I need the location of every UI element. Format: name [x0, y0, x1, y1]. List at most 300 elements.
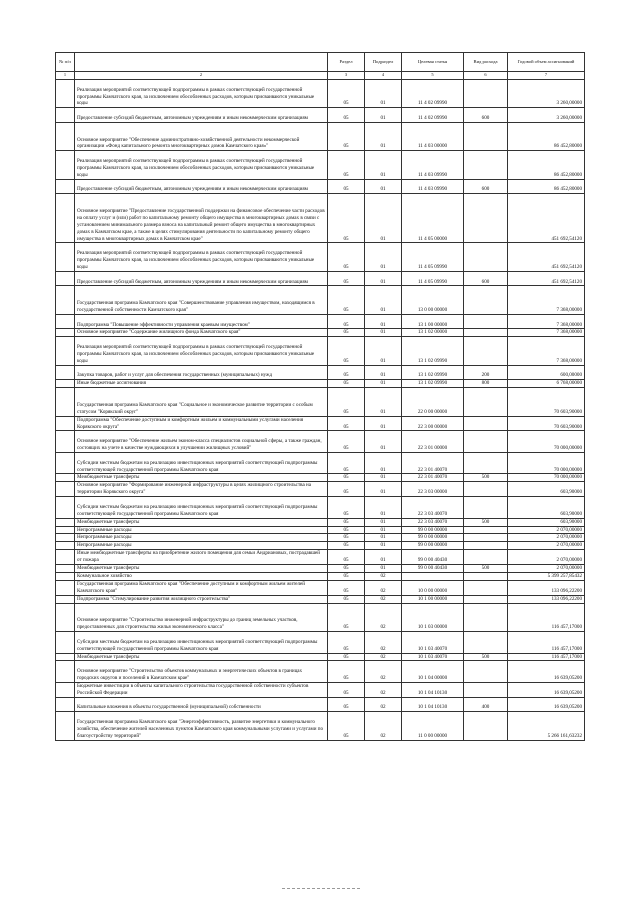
row-section-cell: 05 — [328, 603, 365, 631]
budget-table-sheet — [55, 52, 584, 741]
row-amount-cell: 603,90000 — [508, 518, 585, 526]
row-name-cell: Предоставление субсидий бюджетным, автономным учреждениям и иным некоммерческим организациям — [75, 179, 328, 194]
row-name-cell: Государственная программа Камчатского края "Энергоэффективность, развитие энергетики и коммунального хозяйства, обеспечение жителей населенных пунктов Камчатского края коммунальными услугами и услугами по благоустройству территорий" — [75, 712, 328, 740]
row-amount-cell: 70 000,00000 — [508, 452, 585, 474]
row-expense-type-cell — [464, 542, 508, 550]
row-number-cell — [56, 572, 75, 580]
row-amount-cell: 603,90000 — [508, 482, 585, 497]
row-expense-type-cell — [464, 712, 508, 740]
row-name-cell: Реализация мероприятий соответствующей подпрограммы в рамках соответствующей государственной программы Камчатского края, за исключением обособленных расходов, которым присваиваются уникальные коды — [75, 80, 328, 108]
row-section-cell: 05 — [328, 314, 365, 329]
table-row — [56, 580, 585, 595]
row-name-cell: Государственная программа Камчатского края "Обеспечение доступным и комфортным жильем жителей Камчатского края" — [75, 580, 328, 595]
row-target-article-cell: 11 4 03 00000 — [402, 122, 464, 150]
row-target-article-cell: 10 1 04 00000 — [402, 661, 464, 683]
row-section-cell: 05 — [328, 388, 365, 416]
row-number-cell — [56, 712, 75, 740]
row-expense-type-cell — [464, 286, 508, 314]
row-expense-type-cell: 500 — [464, 565, 508, 573]
row-amount-cell: 451 692,54120 — [508, 243, 585, 271]
row-number-cell — [56, 661, 75, 683]
row-number-cell — [56, 697, 75, 712]
row-subsection-cell: 01 — [365, 542, 402, 550]
row-expense-type-cell — [464, 482, 508, 497]
table-row — [56, 431, 585, 453]
row-target-article-cell: 99 0 00 40430 — [402, 565, 464, 573]
row-target-article-cell: 11 4 02 09990 — [402, 108, 464, 123]
row-name-cell: Субсидии местным бюджетам на реализацию инвестиционных мероприятий соответствующей подпрограммы соответствующей государственной программы Камчатского края — [75, 452, 328, 474]
table-row — [56, 632, 585, 654]
row-target-article-cell: 11 4 02 09990 — [402, 80, 464, 108]
row-expense-type-cell — [464, 388, 508, 416]
table-row — [56, 474, 585, 482]
row-expense-type-cell: 500 — [464, 518, 508, 526]
column-numbers-row — [56, 72, 585, 80]
row-name-cell: Основное мероприятие "Обеспечение жильем эконом-класса специалистов социальной сферы, а также граждан, состоящих на учете в качестве нуждающихся в улучшении жилищных условий" — [75, 431, 328, 453]
row-section-cell: 05 — [328, 380, 365, 388]
row-expense-type-cell: 600 — [464, 179, 508, 194]
row-subsection-cell: 01 — [365, 388, 402, 416]
row-name-cell: Государственная программа Камчатского края "Совершенствование управления имуществом, находящимся в государственной собственности Камчатского края" — [75, 286, 328, 314]
table-row — [56, 682, 585, 697]
row-amount-cell: 86 452,80000 — [508, 151, 585, 179]
row-number-cell — [56, 682, 75, 697]
row-target-article-cell: 10 1 04 10130 — [402, 682, 464, 697]
column-number: 5 — [402, 72, 464, 80]
row-amount-cell: 3 260,00000 — [508, 80, 585, 108]
row-expense-type-cell — [464, 595, 508, 603]
row-section-cell: 05 — [328, 452, 365, 474]
row-target-article-cell: 99 0 00 00000 — [402, 526, 464, 534]
column-number: 2 — [75, 72, 328, 80]
table-row — [56, 271, 585, 286]
row-name-cell: Государственная программа Камчатского края "Социальное и экономическое развитие территории с особым статусом "Корякский округ" — [75, 388, 328, 416]
row-number-cell — [56, 526, 75, 534]
row-section-cell: 05 — [328, 518, 365, 526]
row-number-cell — [56, 534, 75, 542]
row-amount-cell: 6 768,00000 — [508, 380, 585, 388]
row-number-cell — [56, 452, 75, 474]
row-expense-type-cell: 200 — [464, 365, 508, 380]
row-name-cell: Коммунальное хозяйство — [75, 572, 328, 580]
row-name-cell: Реализация мероприятий соответствующей подпрограммы в рамках соответствующей государственной программы Камчатского края, за исключением обособленных расходов, которым присваиваются уникальные коды — [75, 243, 328, 271]
row-amount-cell: 451 692,54120 — [508, 271, 585, 286]
row-target-article-cell: 22 3 01 00000 — [402, 431, 464, 453]
row-target-article-cell: 10 0 00 00000 — [402, 580, 464, 595]
row-target-article-cell: 22 3 00 00000 — [402, 416, 464, 431]
row-subsection-cell: 01 — [365, 337, 402, 365]
column-number: 6 — [464, 72, 508, 80]
row-target-article-cell: 10 1 03 00000 — [402, 603, 464, 631]
row-name-cell: Межбюджетные трансферты — [75, 474, 328, 482]
table-row — [56, 179, 585, 194]
row-number-cell — [56, 337, 75, 365]
table-row — [56, 550, 585, 565]
row-name-cell: Предоставление субсидий бюджетным, автономным учреждениям и иным некоммерческим организациям — [75, 108, 328, 123]
row-amount-cell: 2 070,00000 — [508, 565, 585, 573]
header-expense-type: Вид расхода — [464, 53, 508, 72]
page-bottom-mark — [282, 888, 360, 889]
table-row — [56, 661, 585, 683]
row-target-article-cell: 22 3 03 40070 — [402, 497, 464, 519]
row-amount-cell: 2 070,00000 — [508, 542, 585, 550]
row-subsection-cell: 01 — [365, 497, 402, 519]
row-expense-type-cell: 500 — [464, 653, 508, 661]
table-row — [56, 286, 585, 314]
row-name-cell: Непрограммные расходы — [75, 542, 328, 550]
row-subsection-cell: 01 — [365, 452, 402, 474]
row-amount-cell: 16 639,05200 — [508, 697, 585, 712]
row-subsection-cell: 01 — [365, 550, 402, 565]
row-target-article-cell: 13 1 02 09990 — [402, 365, 464, 380]
row-target-article-cell: 13 1 00 00000 — [402, 314, 464, 329]
table-row — [56, 314, 585, 329]
row-expense-type-cell — [464, 314, 508, 329]
row-section-cell: 05 — [328, 122, 365, 150]
row-expense-type-cell — [464, 416, 508, 431]
row-amount-cell: 3 260,00000 — [508, 108, 585, 123]
row-target-article-cell: 13 1 02 09990 — [402, 337, 464, 365]
table-row — [56, 80, 585, 108]
row-number-cell — [56, 550, 75, 565]
row-section-cell: 05 — [328, 697, 365, 712]
table-row — [56, 595, 585, 603]
row-name-cell: Подпрограмма "Обеспечение доступным и комфортным жильем и коммунальными услугами населения Корякского округа" — [75, 416, 328, 431]
row-section-cell: 05 — [328, 243, 365, 271]
row-target-article-cell: 11 4 03 09990 — [402, 179, 464, 194]
row-name-cell: Основное мероприятие "Строительство инженерной инфраструктуры до границ земельных участков, предоставленных для строительства жилья экономического класса" — [75, 603, 328, 631]
row-target-article-cell: 13 1 02 00000 — [402, 329, 464, 337]
row-name-cell: Основное мероприятие "Предоставление государственной поддержки на финансовое обеспечение части расходов на оплату услуг и (или) работ по капитальному ремонту общего имущества в многоквартирных домах в связи с установлением минимального размера взноса на капитальный ремонт общего имущества в многоквартирных домах в Камчатском крае, а также в целях стимулирования деятельности по капитальному ремонту общего имущества в многоквартирных домах в Камчатском крае" — [75, 194, 328, 243]
row-amount-cell: 2 070,00000 — [508, 526, 585, 534]
row-subsection-cell: 01 — [365, 194, 402, 243]
row-subsection-cell: 02 — [365, 603, 402, 631]
row-target-article-cell: 11 4 05 09990 — [402, 243, 464, 271]
table-row — [56, 243, 585, 271]
row-section-cell: 05 — [328, 329, 365, 337]
row-target-article-cell: 13 1 02 09990 — [402, 380, 464, 388]
row-target-article-cell: 22 3 01 40070 — [402, 452, 464, 474]
row-subsection-cell: 01 — [365, 179, 402, 194]
row-name-cell: Капитальные вложения в объекты государственной (муниципальной) собственности — [75, 697, 328, 712]
row-section-cell: 05 — [328, 474, 365, 482]
row-number-cell — [56, 380, 75, 388]
table-row — [56, 151, 585, 179]
row-number-cell — [56, 431, 75, 453]
row-name-cell: Реализация мероприятий соответствующей подпрограммы в рамках соответствующей государственной программы Камчатского края, за исключением обособленных расходов, которым присваиваются уникальные коды — [75, 337, 328, 365]
header-target-article: Целевая статья — [402, 53, 464, 72]
row-number-cell — [56, 603, 75, 631]
row-subsection-cell: 02 — [365, 572, 402, 580]
row-target-article-cell: 99 0 00 40430 — [402, 550, 464, 565]
row-section-cell: 05 — [328, 682, 365, 697]
row-section-cell: 05 — [328, 661, 365, 683]
row-section-cell: 05 — [328, 194, 365, 243]
row-expense-type-cell — [464, 243, 508, 271]
row-expense-type-cell — [464, 632, 508, 654]
row-subsection-cell: 01 — [365, 80, 402, 108]
row-expense-type-cell — [464, 534, 508, 542]
table-row — [56, 329, 585, 337]
row-amount-cell: 7 368,00000 — [508, 314, 585, 329]
row-target-article-cell: 11 0 00 00000 — [402, 712, 464, 740]
row-expense-type-cell: 400 — [464, 697, 508, 712]
row-name-cell: Основное мероприятие "Формирование инженерной инфраструктуры в целях жилищного строительства на территории Корякского округа" — [75, 482, 328, 497]
row-number-cell — [56, 482, 75, 497]
row-subsection-cell: 01 — [365, 286, 402, 314]
row-subsection-cell: 01 — [365, 534, 402, 542]
row-amount-cell: 451 692,54120 — [508, 194, 585, 243]
row-subsection-cell: 02 — [365, 595, 402, 603]
row-subsection-cell: 01 — [365, 122, 402, 150]
row-target-article-cell: 10 1 04 10130 — [402, 697, 464, 712]
row-expense-type-cell: 600 — [464, 271, 508, 286]
row-section-cell: 05 — [328, 497, 365, 519]
row-amount-cell: 70 000,00000 — [508, 431, 585, 453]
row-subsection-cell: 02 — [365, 712, 402, 740]
table-header-row — [56, 53, 585, 72]
row-expense-type-cell — [464, 682, 508, 697]
row-subsection-cell: 02 — [365, 661, 402, 683]
table-row — [56, 526, 585, 534]
row-section-cell: 05 — [328, 653, 365, 661]
row-name-cell: Иные межбюджетные трансферты на приобретение жилого помещения для семьи Андриановых, пострадавшей от пожара — [75, 550, 328, 565]
table-row — [56, 697, 585, 712]
row-amount-cell: 116 457,17000 — [508, 653, 585, 661]
header-subsection: Подраздел — [365, 53, 402, 72]
row-section-cell: 05 — [328, 565, 365, 573]
row-expense-type-cell — [464, 572, 508, 580]
row-number-cell — [56, 565, 75, 573]
row-section-cell: 05 — [328, 712, 365, 740]
row-subsection-cell: 01 — [365, 108, 402, 123]
table-row — [56, 534, 585, 542]
row-amount-cell: 70 603,90000 — [508, 388, 585, 416]
row-number-cell — [56, 243, 75, 271]
row-expense-type-cell: 500 — [464, 474, 508, 482]
row-expense-type-cell: 800 — [464, 380, 508, 388]
row-expense-type-cell — [464, 329, 508, 337]
column-number: 4 — [365, 72, 402, 80]
row-section-cell: 05 — [328, 179, 365, 194]
row-number-cell — [56, 365, 75, 380]
table-row — [56, 122, 585, 150]
row-name-cell: Непрограммные расходы — [75, 534, 328, 542]
row-subsection-cell: 01 — [365, 314, 402, 329]
row-target-article-cell: 10 1 03 40070 — [402, 632, 464, 654]
row-expense-type-cell — [464, 194, 508, 243]
row-name-cell: Субсидии местным бюджетам на реализацию инвестиционных мероприятий соответствующей подпрограммы соответствующей государственной программы Камчатского края — [75, 632, 328, 654]
row-target-article-cell: 11 4 03 09990 — [402, 151, 464, 179]
row-number-cell — [56, 108, 75, 123]
table-row — [56, 108, 585, 123]
row-number-cell — [56, 542, 75, 550]
table-row — [56, 380, 585, 388]
row-amount-cell: 70 000,00000 — [508, 474, 585, 482]
row-subsection-cell: 01 — [365, 329, 402, 337]
row-amount-cell: 7 368,00000 — [508, 337, 585, 365]
row-section-cell: 05 — [328, 550, 365, 565]
row-expense-type-cell — [464, 580, 508, 595]
row-expense-type-cell: 600 — [464, 108, 508, 123]
header-name — [75, 53, 328, 72]
row-amount-cell: 86 452,80000 — [508, 179, 585, 194]
column-number: 3 — [328, 72, 365, 80]
row-section-cell: 05 — [328, 580, 365, 595]
row-name-cell: Подпрограмма "Стимулирование развития жилищного строительства" — [75, 595, 328, 603]
row-number-cell — [56, 314, 75, 329]
row-number-cell — [56, 580, 75, 595]
row-section-cell: 05 — [328, 595, 365, 603]
row-subsection-cell: 01 — [365, 365, 402, 380]
row-section-cell: 05 — [328, 271, 365, 286]
row-expense-type-cell — [464, 603, 508, 631]
table-row — [56, 712, 585, 740]
row-amount-cell: 7 368,00000 — [508, 329, 585, 337]
row-subsection-cell: 01 — [365, 416, 402, 431]
row-section-cell: 05 — [328, 632, 365, 654]
row-amount-cell: 5 266 161,63232 — [508, 712, 585, 740]
header-annual-amount: Годовой объем ассигнований — [508, 53, 585, 72]
row-name-cell: Подпрограмма "Повышение эффективности управления краевым имуществом" — [75, 314, 328, 329]
row-number-cell — [56, 388, 75, 416]
row-section-cell: 05 — [328, 286, 365, 314]
table-row — [56, 603, 585, 631]
row-name-cell: Предоставление субсидий бюджетным, автономным учреждениям и иным некоммерческим организациям — [75, 271, 328, 286]
row-target-article-cell: 10 1 03 40070 — [402, 653, 464, 661]
row-amount-cell: 7 368,00000 — [508, 286, 585, 314]
row-expense-type-cell — [464, 550, 508, 565]
row-target-article-cell: 10 1 00 00000 — [402, 595, 464, 603]
row-subsection-cell: 02 — [365, 580, 402, 595]
row-amount-cell: 86 452,80000 — [508, 122, 585, 150]
row-target-article-cell: 22 3 03 40070 — [402, 518, 464, 526]
row-section-cell: 05 — [328, 534, 365, 542]
row-subsection-cell: 02 — [365, 682, 402, 697]
row-target-article-cell: 99 0 00 00000 — [402, 534, 464, 542]
row-number-cell — [56, 151, 75, 179]
row-name-cell: Межбюджетные трансферты — [75, 565, 328, 573]
row-section-cell: 05 — [328, 482, 365, 497]
row-target-article-cell: 13 0 00 00000 — [402, 286, 464, 314]
row-amount-cell: 133 096,22200 — [508, 580, 585, 595]
row-subsection-cell: 01 — [365, 431, 402, 453]
row-section-cell: 05 — [328, 416, 365, 431]
row-target-article-cell — [402, 572, 464, 580]
row-amount-cell: 133 096,22200 — [508, 595, 585, 603]
row-expense-type-cell — [464, 452, 508, 474]
row-amount-cell: 116 457,17000 — [508, 632, 585, 654]
row-section-cell: 05 — [328, 572, 365, 580]
row-target-article-cell: 99 0 00 00000 — [402, 542, 464, 550]
row-expense-type-cell — [464, 661, 508, 683]
row-number-cell — [56, 286, 75, 314]
row-number-cell — [56, 653, 75, 661]
row-target-article-cell: 22 3 01 40070 — [402, 474, 464, 482]
column-number: 7 — [508, 72, 585, 80]
row-number-cell — [56, 474, 75, 482]
row-expense-type-cell — [464, 337, 508, 365]
table-row — [56, 572, 585, 580]
row-subsection-cell: 01 — [365, 243, 402, 271]
header-section: Раздел — [328, 53, 365, 72]
row-section-cell: 05 — [328, 337, 365, 365]
row-subsection-cell: 02 — [365, 653, 402, 661]
row-subsection-cell: 02 — [365, 697, 402, 712]
row-number-cell — [56, 632, 75, 654]
row-subsection-cell: 01 — [365, 518, 402, 526]
row-name-cell: Межбюджетные трансферты — [75, 518, 328, 526]
table-row — [56, 194, 585, 243]
row-name-cell: Закупка товаров, работ и услуг для обеспечения государственных (муниципальных) нужд — [75, 365, 328, 380]
row-number-cell — [56, 416, 75, 431]
row-number-cell — [56, 179, 75, 194]
row-name-cell: Непрограммные расходы — [75, 526, 328, 534]
table-row — [56, 365, 585, 380]
row-section-cell: 05 — [328, 542, 365, 550]
row-amount-cell: 603,90000 — [508, 497, 585, 519]
row-name-cell: Реализация мероприятий соответствующей подпрограммы в рамках соответствующей государственной программы Камчатского края, за исключением обособленных расходов, которым присваиваются уникальные коды — [75, 151, 328, 179]
row-expense-type-cell — [464, 80, 508, 108]
row-subsection-cell: 01 — [365, 565, 402, 573]
row-number-cell — [56, 122, 75, 150]
row-name-cell: Иные бюджетные ассигнования — [75, 380, 328, 388]
row-name-cell: Субсидии местным бюджетам на реализацию инвестиционных мероприятий соответствующей подпрограммы соответствующей государственной программы Камчатского края — [75, 497, 328, 519]
row-amount-cell: 2 070,00000 — [508, 550, 585, 565]
row-name-cell: Бюджетные инвестиции в объекты капитального строительства государственной собственности субъектов Российской Федерации — [75, 682, 328, 697]
table-row — [56, 416, 585, 431]
row-subsection-cell: 01 — [365, 482, 402, 497]
row-subsection-cell: 01 — [365, 151, 402, 179]
row-subsection-cell: 02 — [365, 632, 402, 654]
row-section-cell: 05 — [328, 80, 365, 108]
row-amount-cell: 5 399 257,85432 — [508, 572, 585, 580]
row-name-cell: Межбюджетные трансферты — [75, 653, 328, 661]
row-number-cell — [56, 518, 75, 526]
row-section-cell: 05 — [328, 365, 365, 380]
row-name-cell: Основное мероприятие "Строительство объектов коммунальных и энергетических объектов в границах городских округов и поселений в Камчатском крае" — [75, 661, 328, 683]
row-amount-cell: 16 639,05200 — [508, 682, 585, 697]
row-expense-type-cell — [464, 122, 508, 150]
row-name-cell: Основное мероприятие "Содержание жилищного фонда Камчатского края" — [75, 329, 328, 337]
row-target-article-cell: 11 4 05 09990 — [402, 271, 464, 286]
row-target-article-cell: 11 4 05 00000 — [402, 194, 464, 243]
row-expense-type-cell — [464, 497, 508, 519]
row-amount-cell: 116 457,17000 — [508, 603, 585, 631]
row-target-article-cell: 22 3 03 00000 — [402, 482, 464, 497]
row-section-cell: 05 — [328, 526, 365, 534]
row-amount-cell: 16 639,05200 — [508, 661, 585, 683]
row-number-cell — [56, 329, 75, 337]
table-row — [56, 452, 585, 474]
table-row — [56, 497, 585, 519]
table-row — [56, 542, 585, 550]
row-amount-cell: 2 070,00000 — [508, 534, 585, 542]
table-row — [56, 653, 585, 661]
row-section-cell: 05 — [328, 108, 365, 123]
table-row — [56, 565, 585, 573]
row-number-cell — [56, 595, 75, 603]
row-amount-cell: 600,00000 — [508, 365, 585, 380]
row-number-cell — [56, 194, 75, 243]
table-row — [56, 518, 585, 526]
header-num: № п/п — [56, 53, 75, 72]
row-target-article-cell: 22 0 00 00000 — [402, 388, 464, 416]
budget-table — [55, 52, 585, 741]
row-subsection-cell: 01 — [365, 380, 402, 388]
row-section-cell: 05 — [328, 431, 365, 453]
row-subsection-cell: 01 — [365, 526, 402, 534]
